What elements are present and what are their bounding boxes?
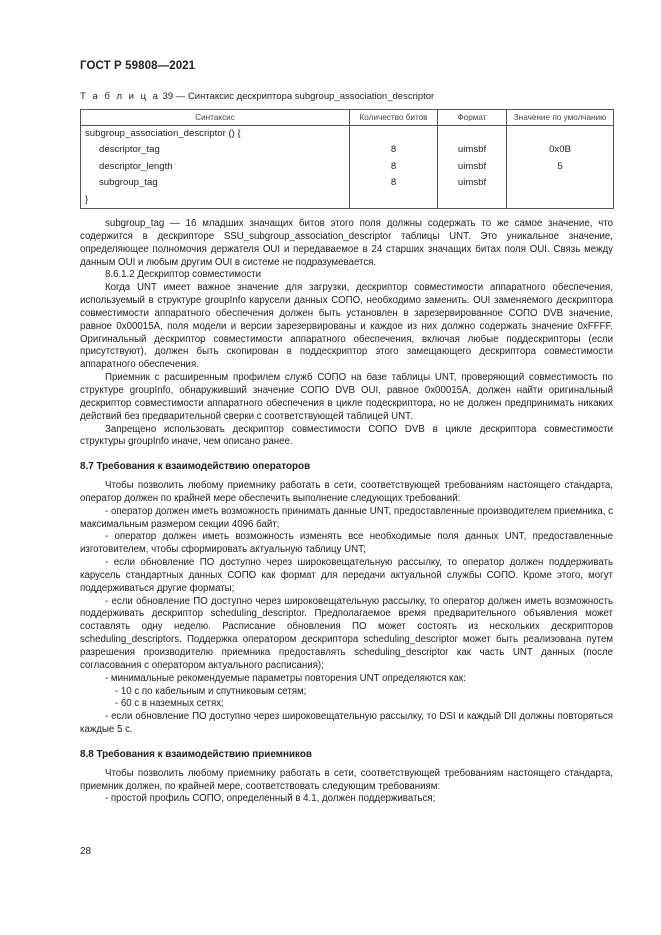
table-cell bbox=[507, 192, 614, 209]
table-cell: subgroup_tag bbox=[81, 175, 350, 191]
list-item: - минимальные рекомендуемые параметры повторения UNT определяются как: bbox=[105, 672, 466, 684]
table-cell: uimsbf bbox=[438, 175, 507, 191]
standard-header: ГОСТ Р 59808—2021 bbox=[80, 60, 196, 72]
table-cell: 8 bbox=[350, 175, 438, 191]
list-subitem: - 10 с по кабельным и спутниковым сетям; bbox=[115, 685, 307, 697]
table-cell bbox=[507, 175, 614, 191]
section-heading-8-8: 8.8 Требования к взаимодействию приемников bbox=[80, 748, 312, 760]
list-item: - если обновление ПО доступно через широковещательную рассылку, то оператор должен иметь возможность поддерживать дескриптор scheduling_descriptor. Предполагаемое время предварительного объявления может составлять одну неделю. Расписание обновления ПО может состоять из нескольких дескрипторов scheduling_descriptors. Поддержка оператором дескриптора scheduling_descriptor может быть реализована путем разрешения производителю приемника предоставлять scheduling_descriptor как часть UNT данных (после согласования с оператором актуального расписания); bbox=[80, 595, 613, 671]
table-row bbox=[81, 175, 614, 191]
paragraph: Чтобы позволить любому приемнику работать в сети, соответствующей требованиям настоящего стандарта, приемник должен, по крайней мере, соответствовать следующим требованиям: bbox=[80, 767, 613, 792]
table-cell bbox=[438, 192, 507, 209]
table-row bbox=[81, 159, 614, 175]
col-header-bits: Количество битов bbox=[350, 110, 438, 126]
table-cell: } bbox=[81, 192, 350, 209]
paragraph: subgroup_tag — 16 младших значащих битов этого поля должны содержать то же самое значение, что содержится в дескрипторе SSU_subgroup_association_descriptor таблицы UNT. Это уникальное значение, определяющее полномочия держателя OUI и передаваемое в 24 старших значащих битах поля OUI. Связь между данным OUI и любым другим OUI в системе не подразумевается. bbox=[80, 218, 613, 268]
col-header-default: Значение по умолчанию bbox=[507, 110, 614, 126]
table-cell: subgroup_association_descriptor () { bbox=[81, 126, 350, 143]
page-number: 28 bbox=[80, 846, 92, 857]
section-heading-8-7: 8.7 Требования к взаимодействию операторов bbox=[80, 461, 311, 473]
paragraph: Приемник с расширенным профилем служб СОПО на базе таблицы UNT, проверяющий совместимость по структуре groupInfo, обнаруживший значение СОПО DVB OUI, равное 0x00015A, должен найти оригинальный дескриптор совместимости аппаратного обеспечения в цикле подескриптора, но не должен предпринимать никаких действий без предварительной сверки с соответствующей таблицей UNT. bbox=[80, 372, 613, 422]
syntax-table bbox=[80, 109, 614, 209]
table-row bbox=[81, 192, 614, 209]
table-row bbox=[81, 126, 614, 143]
table-cell bbox=[507, 126, 614, 143]
paragraph: Запрещено использовать дескриптор совместимости СОПО DVB в цикле дескриптора совместимости структуры groupInfo иначе, чем описано ранее. bbox=[80, 423, 613, 448]
table-cell bbox=[350, 192, 438, 209]
col-header-syntax: Синтаксис bbox=[81, 110, 350, 126]
table-cell: 8 bbox=[350, 159, 438, 175]
table-cell bbox=[438, 126, 507, 143]
table-cell: descriptor_tag bbox=[81, 142, 350, 158]
table-cell: 8 bbox=[350, 142, 438, 158]
table-cell: descriptor_length bbox=[81, 159, 350, 175]
document-body bbox=[80, 218, 613, 806]
subsection-heading: 8.6.1.2 Дескриптор совместимости bbox=[105, 269, 262, 281]
paragraph: Чтобы позволить любому приемнику работать в сети, соответствующей требованиям настоящего стандарта, оператор должен по крайней мере обеспечить выполнение следующих требований: bbox=[80, 480, 613, 504]
table-caption-text: 39 — Синтаксис дескриптора subgroup_association_descriptor bbox=[159, 91, 435, 102]
paragraph: Когда UNT имеет важное значение для загрузки, дескриптор совместимости аппаратного обеспечения, используемый в структуре groupInfo карусели данных СОПО, необходимо заменить. OUI заменяемого дескриптора совместимости аппаратного обеспечения должен быть установлен в зарезервированное СОПО DVB значение, равное 0x00015A, поля модели и версии зарезервированы и каждое из них должно содержать значение 0xFFFF. Оригинальный дескриптор совместимости аппаратного обеспечения, включая любые поддескрипторы (если присутствуют), должен быть скопирован в поддескриптор этого замещающего дескриптора совместимости аппаратного обеспечения. bbox=[80, 282, 613, 371]
table-cell bbox=[350, 126, 438, 143]
list-subitem: - 60 с в наземных сетях; bbox=[115, 698, 224, 710]
table-cell: 0x0B bbox=[507, 142, 614, 158]
table-header-row bbox=[81, 110, 614, 126]
list-item: - простой профиль СОПО, определенный в 4.1, должен поддерживаться; bbox=[105, 793, 436, 805]
table-row bbox=[81, 142, 614, 158]
col-header-format: Формат bbox=[438, 110, 507, 126]
list-item: - если обновление ПО доступно через широковещательную рассылку, то оператор должен поддерживать карусель стандартных данных СОПО как формат для передачи актуальной службы СОПО. Кроме этого, могут поддерживаться другие форматы; bbox=[80, 557, 613, 594]
table-cell: uimsbf bbox=[438, 159, 507, 175]
list-item: - оператор должен иметь возможность изменять все необходимые поля данных UNT, предоставленные изготовителем, чтобы сформировать актуальную таблицу UNT; bbox=[80, 531, 613, 556]
list-item: - если обновление ПО доступно через широковещательную рассылку, то DSI и каждый DII должны повторяться каждые 5 с. bbox=[80, 711, 613, 736]
table-caption bbox=[80, 91, 434, 102]
list-item: - оператор должен иметь возможность принимать данные UNT, предоставленные производителем приемника, с максимальным размером секции 4096 байт; bbox=[80, 505, 613, 530]
table-cell: 5 bbox=[507, 159, 614, 175]
table-caption-prefix: Т а б л и ц а bbox=[80, 91, 160, 102]
table-cell: uimsbf bbox=[438, 142, 507, 158]
